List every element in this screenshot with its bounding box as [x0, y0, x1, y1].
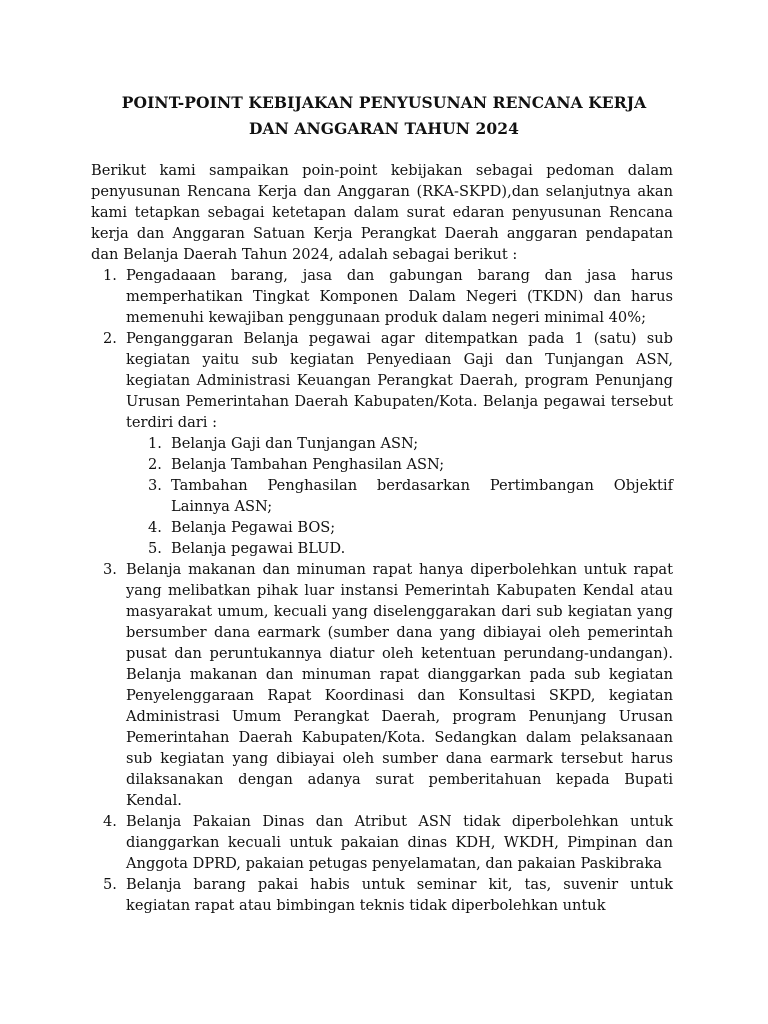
sub-list-item-number: 2. — [148, 456, 162, 473]
sub-list-item-text: Belanja Pegawai BOS; — [171, 519, 336, 536]
list-item-text: Belanja makanan dan minuman rapat hanya diperbolehkan untuk rapat yang melibatkan pihak luar instansi Pemerintah Kabupaten Kendal atau masyarakat umum, kecuali yang diselenggarakan dari sub kegiatan yang bersumber dana earmark (sumber dana yang dibiayai oleh pemerintah pusat dan peruntukannya diatur oleh ketentuan perundang-undangan). Belanja makanan dan minuman rapat dianggarkan pada sub kegiatan Penyelenggaraan Rapat Koordinasi dan Konsultasi SKPD, kegiatan Administrasi Umum Perangkat Daerah, program Penunjang Urusan Pemerintahan Daerah Kabupaten/Kota. Sedangkan dalam pelaksanaan sub kegiatan yang dibiayai oleh sumber dana earmark tersebut harus dilaksanakan dengan adanya surat pemberitahuan kepada Bupati Kendal. — [126, 561, 673, 809]
sub-list-item-text: Belanja Gaji dan Tunjangan ASN; — [171, 435, 419, 452]
list-item — [91, 265, 673, 328]
list-item-text: Belanja Pakaian Dinas dan Atribut ASN tidak diperbolehkan untuk dianggarkan kecuali untuk pakaian dinas KDH, WKDH, Pimpinan dan Anggota DPRD, pakaian petugas penyelamatan, dan pakaian Paskibraka — [126, 813, 673, 872]
sub-list-item-number: 4. — [148, 519, 162, 536]
sub-list-item-number: 3. — [148, 477, 162, 494]
title-line-1: POINT-POINT KEBIJAKAN PENYUSUNAN RENCANA KERJA — [121, 93, 647, 112]
list-item-number: 3. — [103, 561, 117, 578]
sub-list-item-number: 1. — [148, 435, 162, 452]
list-item — [91, 559, 673, 811]
sub-list-item — [126, 475, 673, 517]
sub-list-item — [126, 454, 673, 475]
list-item-text: Pengadaaan barang, jasa dan gabungan barang dan jasa harus memperhatikan Tingkat Komponen Dalam Negeri (TKDN) dan harus memenuhi kewajiban penggunaan produk dalam negeri minimal 40%; — [126, 267, 673, 326]
sub-list-item — [126, 517, 673, 538]
sub-list-item-text: Belanja pegawai BLUD. — [171, 540, 346, 557]
policy-list — [91, 265, 673, 916]
sub-list-item-text: Belanja Tambahan Penghasilan ASN; — [171, 456, 445, 473]
sub-list-item-text: Tambahan Penghasilan berdasarkan Pertimbangan Objektif Lainnya ASN; — [171, 477, 673, 515]
list-item-text: Penganggaran Belanja pegawai agar ditempatkan pada 1 (satu) sub kegiatan yaitu sub kegiatan Penyediaan Gaji dan Tunjangan ASN, kegiatan Administrasi Keuangan Perangkat Daerah, program Penunjang Urusan Pemerintahan Daerah Kabupaten/Kota. Belanja pegawai tersebut terdiri dari : — [126, 330, 673, 431]
list-item-number: 4. — [103, 813, 117, 830]
sub-list-item-number: 5. — [148, 540, 162, 557]
list-item-number: 2. — [103, 330, 117, 347]
document-body — [91, 160, 673, 916]
list-item — [91, 811, 673, 874]
list-item — [91, 874, 673, 916]
title-line-2: DAN ANGGARAN TAHUN 2024 — [248, 119, 520, 138]
list-item-number: 1. — [103, 267, 117, 284]
list-item-number: 5. — [103, 876, 117, 893]
sub-list-item — [126, 433, 673, 454]
list-item-text: Belanja barang pakai habis untuk seminar kit, tas, suvenir untuk kegiatan rapat atau bimbingan teknis tidak diperbolehkan untuk — [126, 876, 673, 914]
intro-paragraph: Berikut kami sampaikan poin-point kebijakan sebagai pedoman dalam penyusunan Rencana Kerja dan Anggaran (RKA-SKPD),dan selanjutnya akan kami tetapkan sebagai ketetapan dalam surat edaran penyusunan Rencana kerja dan Anggaran Satuan Kerja Perangkat Daerah anggaran pendapatan dan Belanja Daerah Tahun 2024, adalah sebagai berikut : — [91, 162, 673, 263]
list-item — [91, 328, 673, 559]
document-title — [60, 90, 708, 142]
sub-list-item — [126, 538, 673, 559]
sub-list — [126, 433, 673, 559]
